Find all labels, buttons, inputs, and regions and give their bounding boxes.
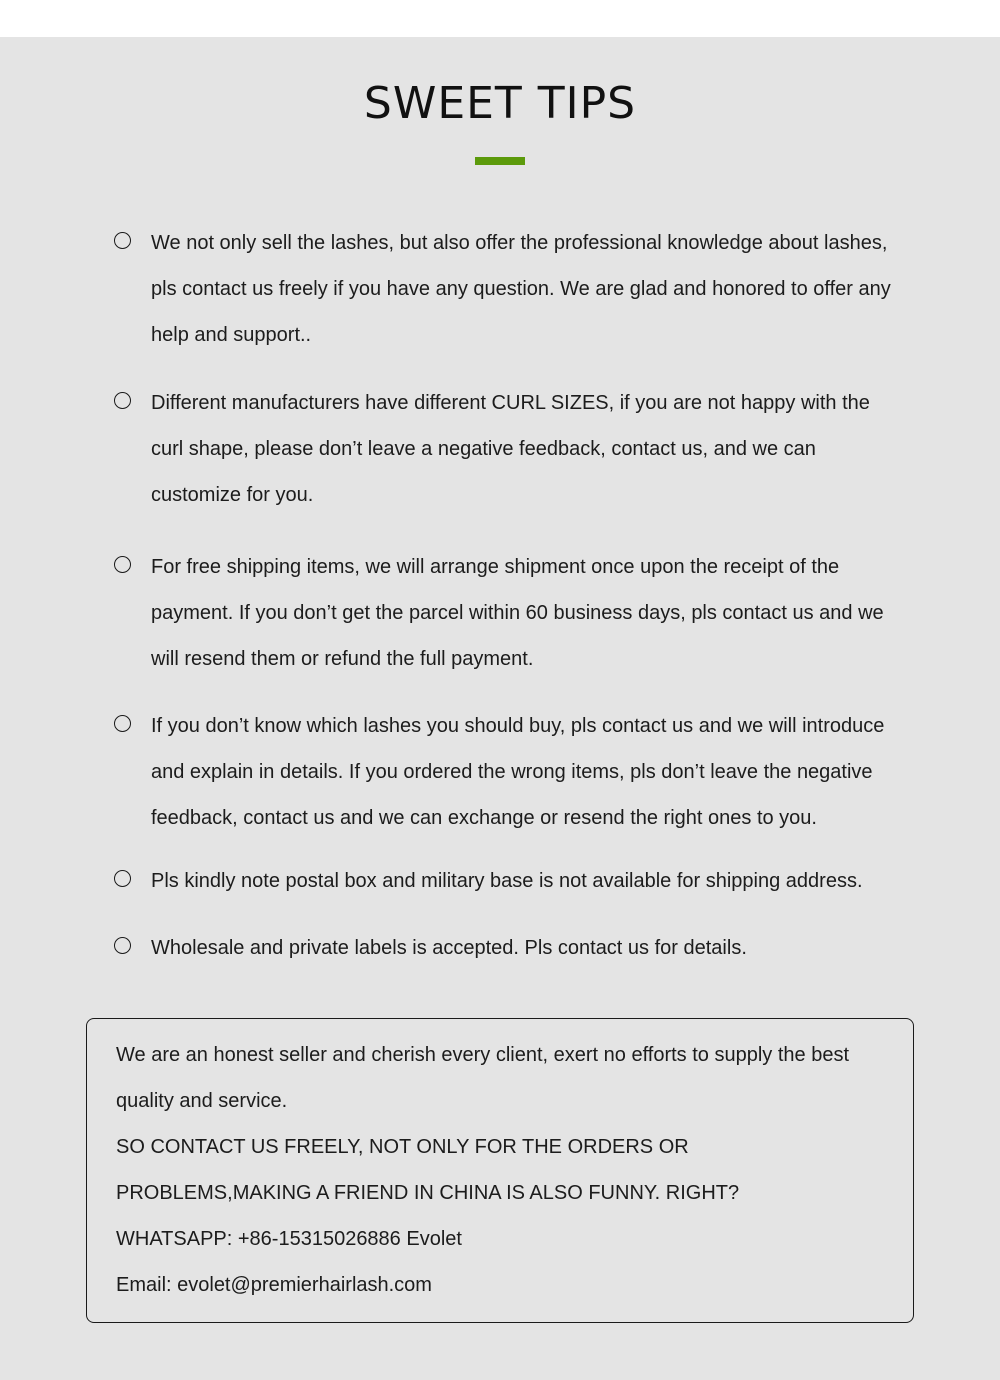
circle-bullet-icon xyxy=(114,232,131,249)
email-contact: Email: evolet@premierhairlash.com xyxy=(116,1274,432,1296)
circle-bullet-icon xyxy=(114,870,131,887)
tip-text: For free shipping items, we will arrange shipment once upon the receipt of the payment. If you don’t get the parcel within 60 business days, pls contact us and we will resend them or refund the full payment. xyxy=(151,556,884,670)
tip-text: Different manufacturers have different CURL SIZES, if you are not happy with the curl shape, please don’t leave a negative feedback, contact us, and we can customize for you. xyxy=(151,392,870,506)
circle-bullet-icon xyxy=(114,392,131,409)
circle-bullet-icon xyxy=(114,556,131,573)
contact-callout: SO CONTACT US FREELY, NOT ONLY FOR THE ORDERS OR PROBLEMS,MAKING A FRIEND IN CHINA IS ALSO FUNNY. RIGHT? xyxy=(116,1136,740,1204)
whatsapp-contact: WHATSAPP: +86-15315026886 Evolet xyxy=(116,1228,462,1250)
page-title: SWEET TIPS xyxy=(363,78,637,129)
circle-bullet-icon xyxy=(114,937,131,954)
contact-box xyxy=(86,1018,914,1323)
tip-text: If you don’t know which lashes you should buy, pls contact us and we will introduce and explain in details. If you ordered the wrong items, pls don’t leave the negative feedback, contact us and we can exchange or resend the right ones to you. xyxy=(151,715,885,829)
tip-text: We not only sell the lashes, but also offer the professional knowledge about lashes, pls contact us freely if you have any question. We are glad and honored to offer any help and support.. xyxy=(151,232,891,346)
tip-text: Pls kindly note postal box and military base is not available for shipping address. xyxy=(151,870,863,892)
title-accent-bar xyxy=(475,157,525,165)
contact-intro: We are an honest seller and cherish every client, exert no efforts to supply the best quality and service. xyxy=(116,1044,849,1112)
circle-bullet-icon xyxy=(114,715,131,732)
tip-text: Wholesale and private labels is accepted. Pls contact us for details. xyxy=(151,937,747,959)
